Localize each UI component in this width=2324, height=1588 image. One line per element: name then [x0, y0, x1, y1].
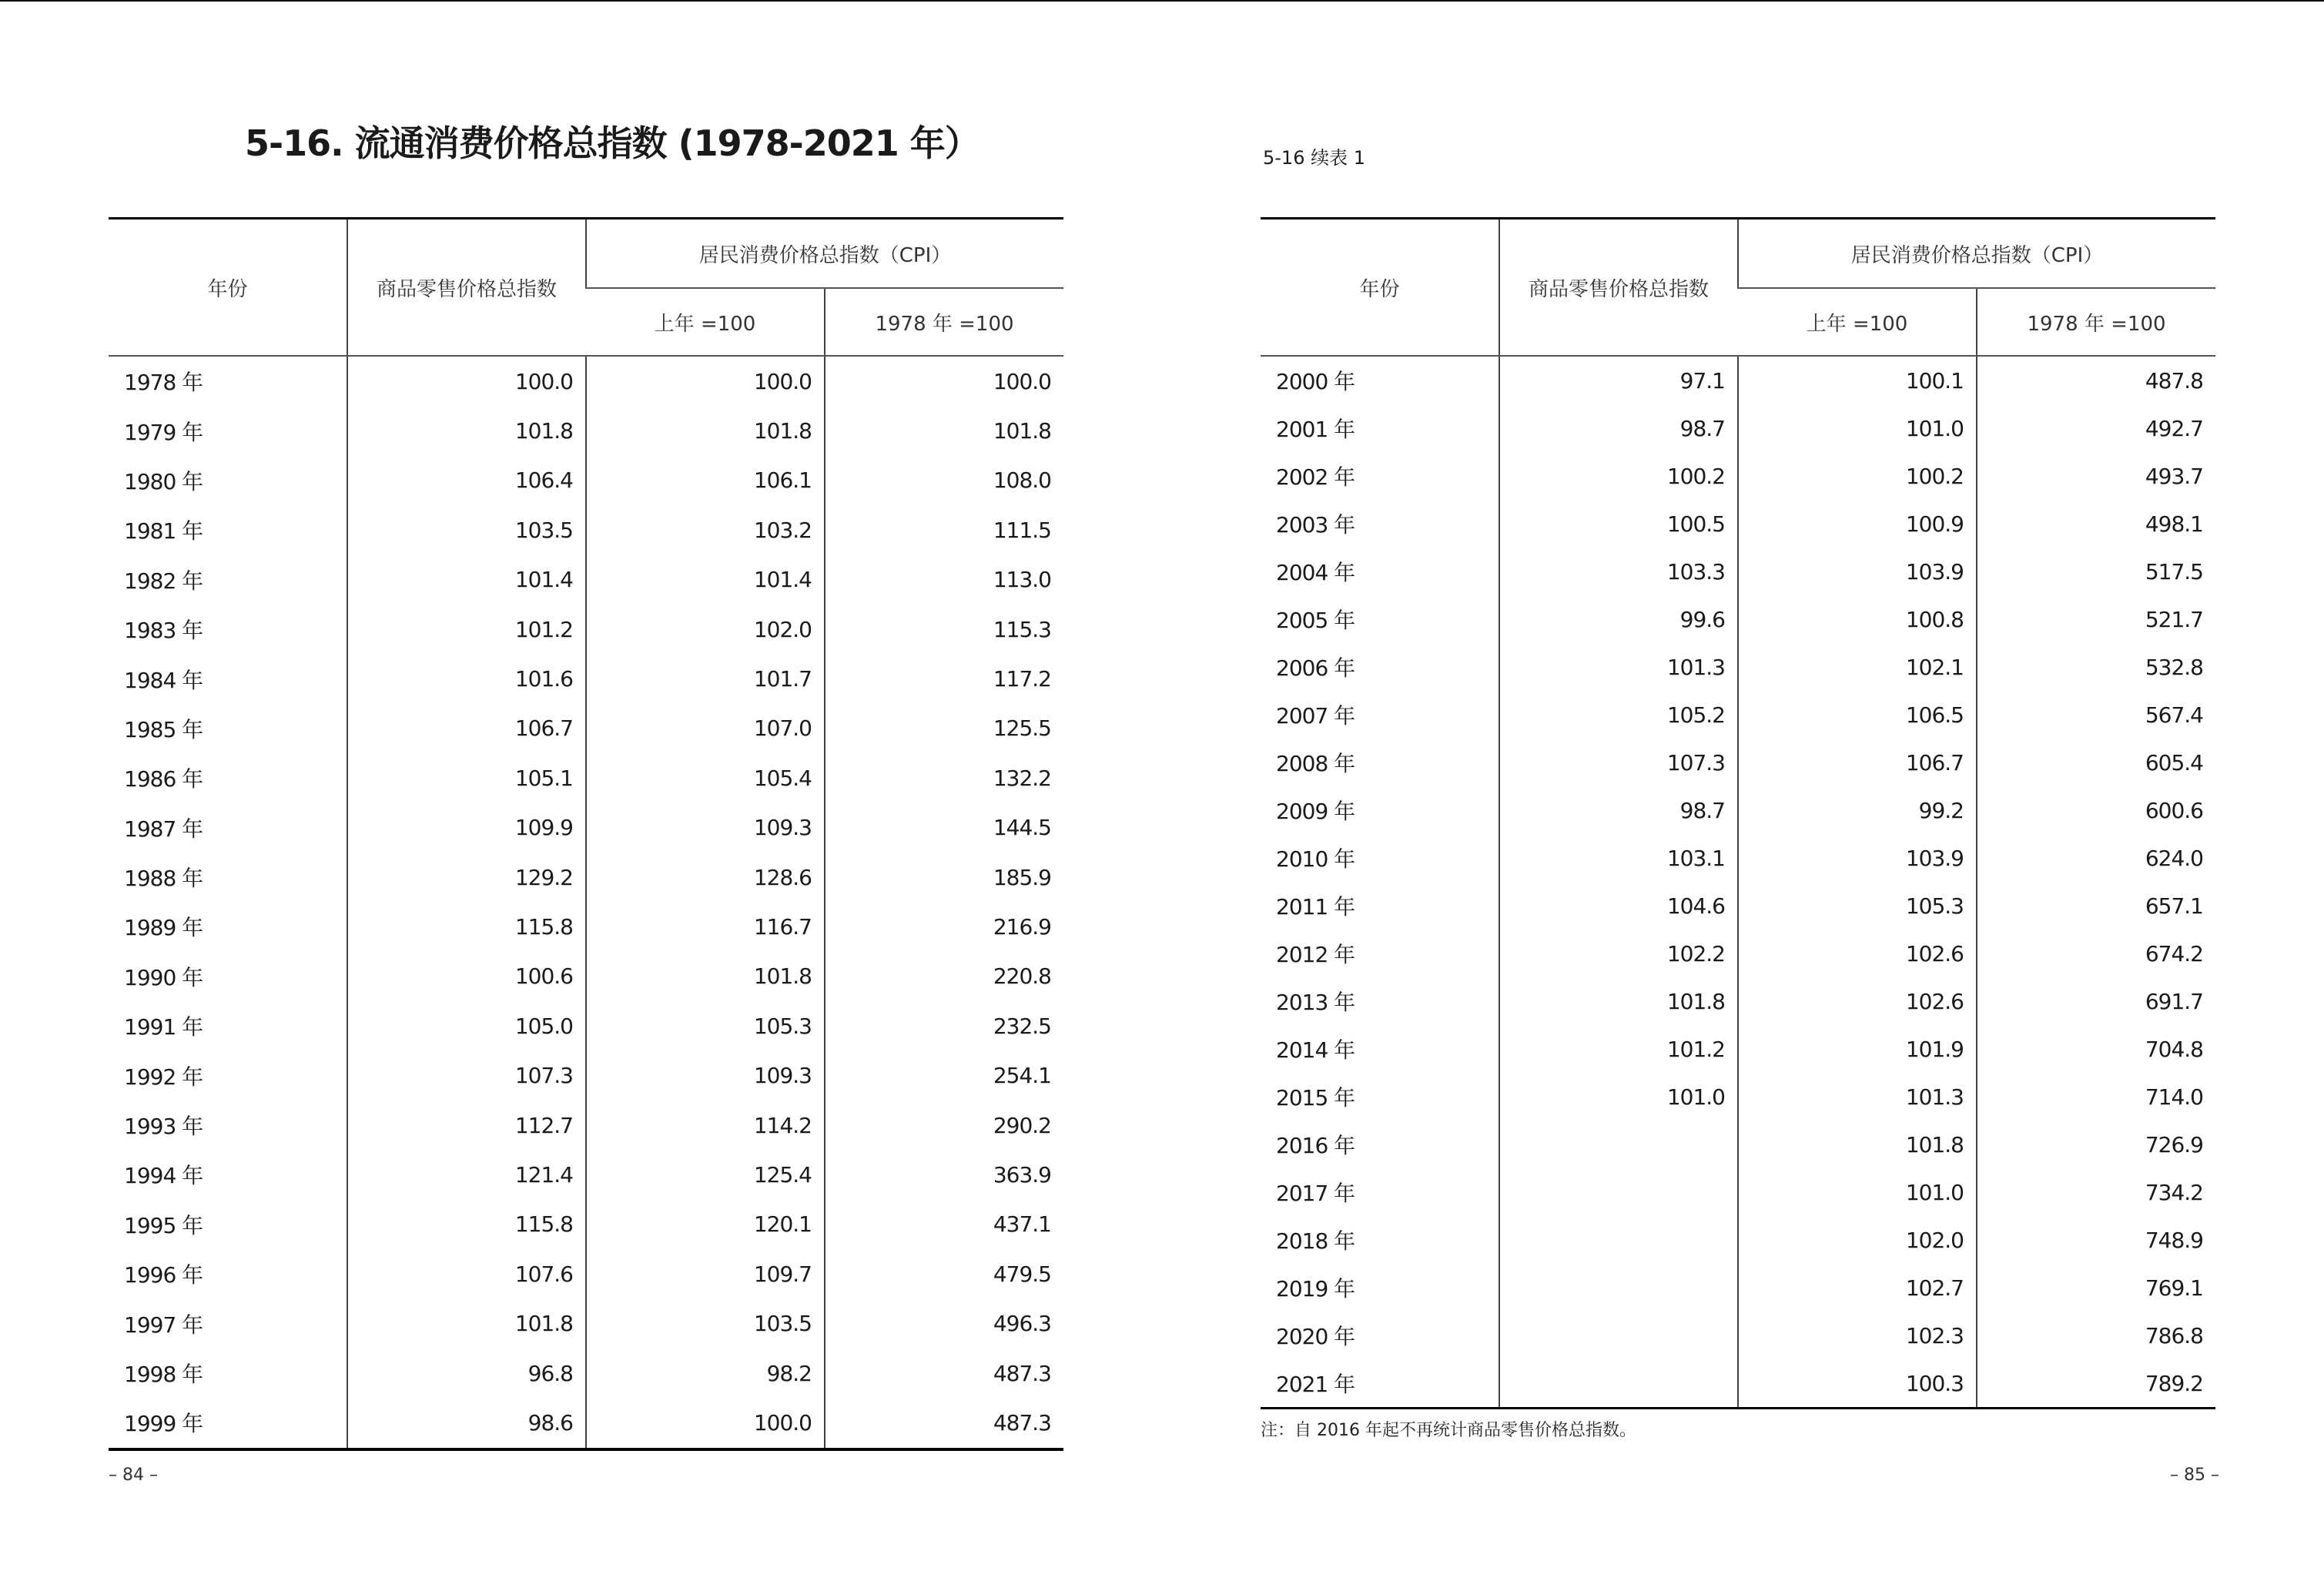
- cpi-1978-base-cell: 674.2: [1977, 930, 2215, 977]
- cpi-1978-base-cell: 734.2: [1977, 1168, 2215, 1216]
- cpi-prev-year-cell: 101.0: [1738, 1168, 1977, 1216]
- cpi-prev-year-cell: 128.6: [586, 853, 825, 902]
- header-cpi-previous-year: 上年 =100: [586, 288, 825, 356]
- cpi-prev-year-cell: 100.9: [1738, 500, 1977, 548]
- page-number-right: – 85 –: [2170, 1466, 2219, 1485]
- table-row: [1261, 404, 2215, 452]
- table-row: [109, 1200, 1063, 1249]
- retail-index-cell: 101.2: [347, 605, 586, 654]
- cpi-prev-year-cell: 116.7: [586, 902, 825, 951]
- year-cell: 1993 年: [124, 1114, 203, 1140]
- header-retail-price-index: 商品零售价格总指数: [1499, 219, 1738, 357]
- cpi-1978-base-cell: 657.1: [1977, 882, 2215, 930]
- table-row: [1261, 1264, 2215, 1312]
- cpi-1978-base-cell: 363.9: [825, 1150, 1063, 1199]
- cpi-1978-base-cell: 100.0: [825, 356, 1063, 406]
- cpi-prev-year-cell: 105.4: [586, 753, 825, 802]
- table-row: [109, 555, 1063, 605]
- table-row: [109, 1101, 1063, 1150]
- table-row: [109, 356, 1063, 406]
- cpi-1978-base-cell: 220.8: [825, 952, 1063, 1001]
- retail-index-cell: [1499, 1359, 1738, 1409]
- year-cell: 1998 年: [124, 1362, 203, 1387]
- retail-index-cell: 104.6: [1499, 882, 1738, 930]
- table-row: [1261, 882, 2215, 930]
- year-cell: 1985 年: [124, 716, 203, 742]
- table-row: [109, 1249, 1063, 1298]
- cpi-prev-year-cell: 109.3: [586, 803, 825, 853]
- cpi-1978-base-cell: 517.5: [1977, 548, 2215, 595]
- year-cell: 1987 年: [124, 816, 203, 842]
- cpi-1978-base-cell: 532.8: [1977, 643, 2215, 691]
- cpi-prev-year-cell: 120.1: [586, 1200, 825, 1249]
- table-row: [1261, 643, 2215, 691]
- cpi-1978-base-cell: 704.8: [1977, 1025, 2215, 1073]
- retail-index-cell: 97.1: [1499, 356, 1738, 404]
- cpi-prev-year-cell: 101.3: [1738, 1073, 1977, 1121]
- cpi-1978-base-cell: 108.0: [825, 456, 1063, 505]
- cpi-prev-year-cell: 98.2: [586, 1348, 825, 1398]
- year-cell: 2002 年: [1276, 464, 1355, 490]
- cpi-prev-year-cell: 101.4: [586, 555, 825, 605]
- retail-index-cell: 98.6: [347, 1398, 586, 1449]
- cpi-prev-year-cell: 101.0: [1738, 404, 1977, 452]
- retail-index-cell: 101.8: [347, 1298, 586, 1348]
- cpi-1978-base-cell: 487.8: [1977, 356, 2215, 404]
- table-row: [109, 1398, 1063, 1449]
- cpi-1978-base-cell: 786.8: [1977, 1312, 2215, 1359]
- table-row: [1261, 1168, 2215, 1216]
- header-year: 年份: [1261, 219, 1499, 357]
- cpi-prev-year-cell: 100.0: [586, 1398, 825, 1449]
- retail-index-cell: 105.1: [347, 753, 586, 802]
- year-cell: 1995 年: [124, 1212, 203, 1238]
- retail-index-cell: 96.8: [347, 1348, 586, 1398]
- table-row: [1261, 1216, 2215, 1264]
- retail-index-cell: 100.6: [347, 952, 586, 1001]
- continued-table-title: 5-16 续表 1: [1263, 147, 1365, 169]
- cpi-prev-year-cell: 102.6: [1738, 977, 1977, 1025]
- year-cell: 1990 年: [124, 964, 203, 990]
- cpi-prev-year-cell: 102.1: [1738, 643, 1977, 691]
- table-row: [1261, 500, 2215, 548]
- cpi-prev-year-cell: 103.9: [1738, 548, 1977, 595]
- table-row: [1261, 1025, 2215, 1073]
- cpi-1978-base-cell: 132.2: [825, 753, 1063, 802]
- cpi-prev-year-cell: 102.3: [1738, 1312, 1977, 1359]
- retail-index-cell: 103.5: [347, 505, 586, 554]
- table-row: [1261, 452, 2215, 500]
- cpi-1978-base-cell: 113.0: [825, 555, 1063, 605]
- cpi-1978-base-cell: 290.2: [825, 1101, 1063, 1150]
- top-border: [0, 0, 2324, 2]
- year-cell: 2015 年: [1276, 1085, 1355, 1111]
- cpi-1978-base-cell: 144.5: [825, 803, 1063, 853]
- cpi-1978-base-cell: 605.4: [1977, 739, 2215, 786]
- retail-index-cell: 103.3: [1499, 548, 1738, 595]
- year-cell: 1994 年: [124, 1163, 203, 1189]
- header-cpi-previous-year: 上年 =100: [1738, 288, 1977, 356]
- year-cell: 1989 年: [124, 915, 203, 941]
- cpi-1978-base-cell: 789.2: [1977, 1359, 2215, 1409]
- cpi-1978-base-cell: 101.8: [825, 406, 1063, 455]
- year-cell: 2013 年: [1276, 990, 1355, 1015]
- table-note: 注：自 2016 年起不再统计商品零售价格总指数。: [1261, 1421, 1636, 1440]
- year-cell: 2005 年: [1276, 608, 1355, 633]
- year-cell: 1997 年: [124, 1312, 203, 1338]
- cpi-prev-year-cell: 105.3: [1738, 882, 1977, 930]
- price-index-table-1978-1999: [109, 217, 1063, 1451]
- table-row: [109, 505, 1063, 554]
- retail-index-cell: 103.1: [1499, 834, 1738, 882]
- cpi-prev-year-cell: 106.5: [1738, 691, 1977, 739]
- table-row: [1261, 930, 2215, 977]
- retail-index-cell: 101.4: [347, 555, 586, 605]
- table-row: [1261, 1073, 2215, 1121]
- year-cell: 1988 年: [124, 866, 203, 892]
- year-cell: 2001 年: [1276, 417, 1355, 442]
- retail-index-cell: 129.2: [347, 853, 586, 902]
- retail-index-cell: 106.7: [347, 704, 586, 753]
- cpi-1978-base-cell: 125.5: [825, 704, 1063, 753]
- cpi-prev-year-cell: 101.7: [586, 654, 825, 703]
- year-cell: 2011 年: [1276, 894, 1355, 920]
- cpi-prev-year-cell: 100.2: [1738, 452, 1977, 500]
- year-cell: 1981 年: [124, 518, 203, 544]
- year-cell: 1983 年: [124, 618, 203, 644]
- cpi-1978-base-cell: 185.9: [825, 853, 1063, 902]
- table-row: [109, 1150, 1063, 1199]
- year-cell: 2003 年: [1276, 512, 1355, 538]
- year-cell: 2000 年: [1276, 369, 1355, 394]
- cpi-1978-base-cell: 487.3: [825, 1398, 1063, 1449]
- retail-index-cell: [1499, 1264, 1738, 1312]
- cpi-prev-year-cell: 103.9: [1738, 834, 1977, 882]
- table-row: [1261, 1312, 2215, 1359]
- retail-index-cell: 100.2: [1499, 452, 1738, 500]
- header-cpi-1978-base: 1978 年 =100: [1977, 288, 2215, 356]
- cpi-prev-year-cell: 106.7: [1738, 739, 1977, 786]
- year-cell: 1991 年: [124, 1014, 203, 1040]
- table-row: [109, 803, 1063, 853]
- year-cell: 1986 年: [124, 766, 203, 792]
- cpi-1978-base-cell: 487.3: [825, 1348, 1063, 1398]
- retail-index-cell: 101.6: [347, 654, 586, 703]
- retail-index-cell: 105.2: [1499, 691, 1738, 739]
- retail-index-cell: 100.0: [347, 356, 586, 406]
- page-number-left: – 84 –: [109, 1466, 158, 1485]
- cpi-prev-year-cell: 114.2: [586, 1101, 825, 1150]
- table-row: [109, 753, 1063, 802]
- cpi-prev-year-cell: 102.0: [1738, 1216, 1977, 1264]
- year-cell: 1996 年: [124, 1262, 203, 1288]
- cpi-prev-year-cell: 105.3: [586, 1001, 825, 1050]
- retail-index-cell: 101.8: [347, 406, 586, 455]
- table-row: [1261, 834, 2215, 882]
- cpi-prev-year-cell: 100.8: [1738, 595, 1977, 643]
- cpi-prev-year-cell: 101.8: [586, 952, 825, 1001]
- retail-index-cell: 102.2: [1499, 930, 1738, 977]
- retail-index-cell: [1499, 1121, 1738, 1168]
- year-cell: 2012 年: [1276, 942, 1355, 967]
- retail-index-cell: 107.6: [347, 1249, 586, 1298]
- retail-index-cell: 99.6: [1499, 595, 1738, 643]
- year-cell: 2010 年: [1276, 846, 1355, 872]
- retail-index-cell: [1499, 1168, 1738, 1216]
- table-row: [109, 704, 1063, 753]
- cpi-prev-year-cell: 99.2: [1738, 786, 1977, 834]
- cpi-prev-year-cell: 103.2: [586, 505, 825, 554]
- header-cpi-1978-base: 1978 年 =100: [825, 288, 1063, 356]
- retail-index-cell: 115.8: [347, 902, 586, 951]
- cpi-1978-base-cell: 769.1: [1977, 1264, 2215, 1312]
- year-cell: 2018 年: [1276, 1228, 1355, 1254]
- retail-index-cell: 112.7: [347, 1101, 586, 1150]
- cpi-1978-base-cell: 493.7: [1977, 452, 2215, 500]
- table-row: [109, 1001, 1063, 1050]
- price-index-table-2000-2021: [1261, 217, 2215, 1409]
- cpi-1978-base-cell: 714.0: [1977, 1073, 2215, 1121]
- cpi-1978-base-cell: 479.5: [825, 1249, 1063, 1298]
- retail-index-cell: 101.2: [1499, 1025, 1738, 1073]
- year-cell: 2006 年: [1276, 655, 1355, 681]
- cpi-prev-year-cell: 100.3: [1738, 1359, 1977, 1409]
- retail-index-cell: 106.4: [347, 456, 586, 505]
- cpi-1978-base-cell: 111.5: [825, 505, 1063, 554]
- table-row: [1261, 356, 2215, 404]
- cpi-1978-base-cell: 117.2: [825, 654, 1063, 703]
- table-row: [1261, 1359, 2215, 1409]
- year-cell: 1982 年: [124, 568, 203, 594]
- cpi-prev-year-cell: 102.0: [586, 605, 825, 654]
- year-cell: 1999 年: [124, 1411, 203, 1437]
- retail-index-cell: 98.7: [1499, 404, 1738, 452]
- cpi-1978-base-cell: 496.3: [825, 1298, 1063, 1348]
- cpi-1978-base-cell: 748.9: [1977, 1216, 2215, 1264]
- table-row: [109, 853, 1063, 902]
- cpi-1978-base-cell: 567.4: [1977, 691, 2215, 739]
- table-row: [109, 1348, 1063, 1398]
- table-row: [109, 1298, 1063, 1348]
- header-year: 年份: [109, 219, 347, 357]
- cpi-1978-base-cell: 726.9: [1977, 1121, 2215, 1168]
- table-row: [109, 654, 1063, 703]
- table-row: [109, 902, 1063, 951]
- table-row: [109, 406, 1063, 455]
- table-row: [1261, 786, 2215, 834]
- retail-index-cell: 101.0: [1499, 1073, 1738, 1121]
- year-cell: 1992 年: [124, 1064, 203, 1090]
- table-row: [109, 456, 1063, 505]
- retail-index-cell: 100.5: [1499, 500, 1738, 548]
- cpi-prev-year-cell: 106.1: [586, 456, 825, 505]
- cpi-1978-base-cell: 232.5: [825, 1001, 1063, 1050]
- cpi-1978-base-cell: 492.7: [1977, 404, 2215, 452]
- cpi-1978-base-cell: 437.1: [825, 1200, 1063, 1249]
- cpi-1978-base-cell: 600.6: [1977, 786, 2215, 834]
- year-cell: 1980 年: [124, 468, 203, 494]
- table-row: [109, 605, 1063, 654]
- cpi-1978-base-cell: 521.7: [1977, 595, 2215, 643]
- retail-index-cell: 109.9: [347, 803, 586, 853]
- header-cpi: 居民消费价格总指数（CPI）: [586, 219, 1063, 289]
- retail-index-cell: 101.3: [1499, 643, 1738, 691]
- year-cell: 1978 年: [124, 370, 203, 396]
- table-row: [109, 1050, 1063, 1100]
- cpi-prev-year-cell: 100.0: [586, 356, 825, 406]
- cpi-prev-year-cell: 109.3: [586, 1050, 825, 1100]
- cpi-prev-year-cell: 101.9: [1738, 1025, 1977, 1073]
- cpi-prev-year-cell: 103.5: [586, 1298, 825, 1348]
- cpi-prev-year-cell: 125.4: [586, 1150, 825, 1199]
- retail-index-cell: 98.7: [1499, 786, 1738, 834]
- table-row: [1261, 977, 2215, 1025]
- cpi-1978-base-cell: 498.1: [1977, 500, 2215, 548]
- cpi-prev-year-cell: 101.8: [586, 406, 825, 455]
- year-cell: 2014 年: [1276, 1037, 1355, 1063]
- table-row: [1261, 595, 2215, 643]
- cpi-1978-base-cell: 624.0: [1977, 834, 2215, 882]
- year-cell: 1984 年: [124, 667, 203, 693]
- header-cpi: 居民消费价格总指数（CPI）: [1738, 219, 2215, 289]
- retail-index-cell: 121.4: [347, 1150, 586, 1199]
- year-cell: 2020 年: [1276, 1324, 1355, 1349]
- retail-index-cell: [1499, 1216, 1738, 1264]
- cpi-prev-year-cell: 101.8: [1738, 1121, 1977, 1168]
- year-cell: 2017 年: [1276, 1181, 1355, 1206]
- year-cell: 2004 年: [1276, 560, 1355, 585]
- cpi-1978-base-cell: 691.7: [1977, 977, 2215, 1025]
- table-row: [1261, 1121, 2215, 1168]
- cpi-prev-year-cell: 100.1: [1738, 356, 1977, 404]
- year-cell: 2008 年: [1276, 751, 1355, 776]
- retail-index-cell: 115.8: [347, 1200, 586, 1249]
- table-row: [109, 952, 1063, 1001]
- retail-index-cell: [1499, 1312, 1738, 1359]
- cpi-prev-year-cell: 109.7: [586, 1249, 825, 1298]
- year-cell: 1979 年: [124, 419, 203, 445]
- cpi-1978-base-cell: 254.1: [825, 1050, 1063, 1100]
- year-cell: 2007 年: [1276, 703, 1355, 729]
- year-cell: 2016 年: [1276, 1133, 1355, 1158]
- retail-index-cell: 107.3: [347, 1050, 586, 1100]
- retail-index-cell: 101.8: [1499, 977, 1738, 1025]
- cpi-1978-base-cell: 216.9: [825, 902, 1063, 951]
- table-row: [1261, 548, 2215, 595]
- year-cell: 2019 年: [1276, 1276, 1355, 1302]
- year-cell: 2009 年: [1276, 799, 1355, 824]
- cpi-prev-year-cell: 102.7: [1738, 1264, 1977, 1312]
- table-row: [1261, 739, 2215, 786]
- cpi-1978-base-cell: 115.3: [825, 605, 1063, 654]
- header-retail-price-index: 商品零售价格总指数: [347, 219, 586, 357]
- cpi-prev-year-cell: 107.0: [586, 704, 825, 753]
- page-title: 5-16. 流通消费价格总指数 (1978-2021 年）: [245, 122, 979, 164]
- retail-index-cell: 105.0: [347, 1001, 586, 1050]
- table-row: [1261, 691, 2215, 739]
- year-cell: 2021 年: [1276, 1372, 1355, 1397]
- retail-index-cell: 107.3: [1499, 739, 1738, 786]
- cpi-prev-year-cell: 102.6: [1738, 930, 1977, 977]
